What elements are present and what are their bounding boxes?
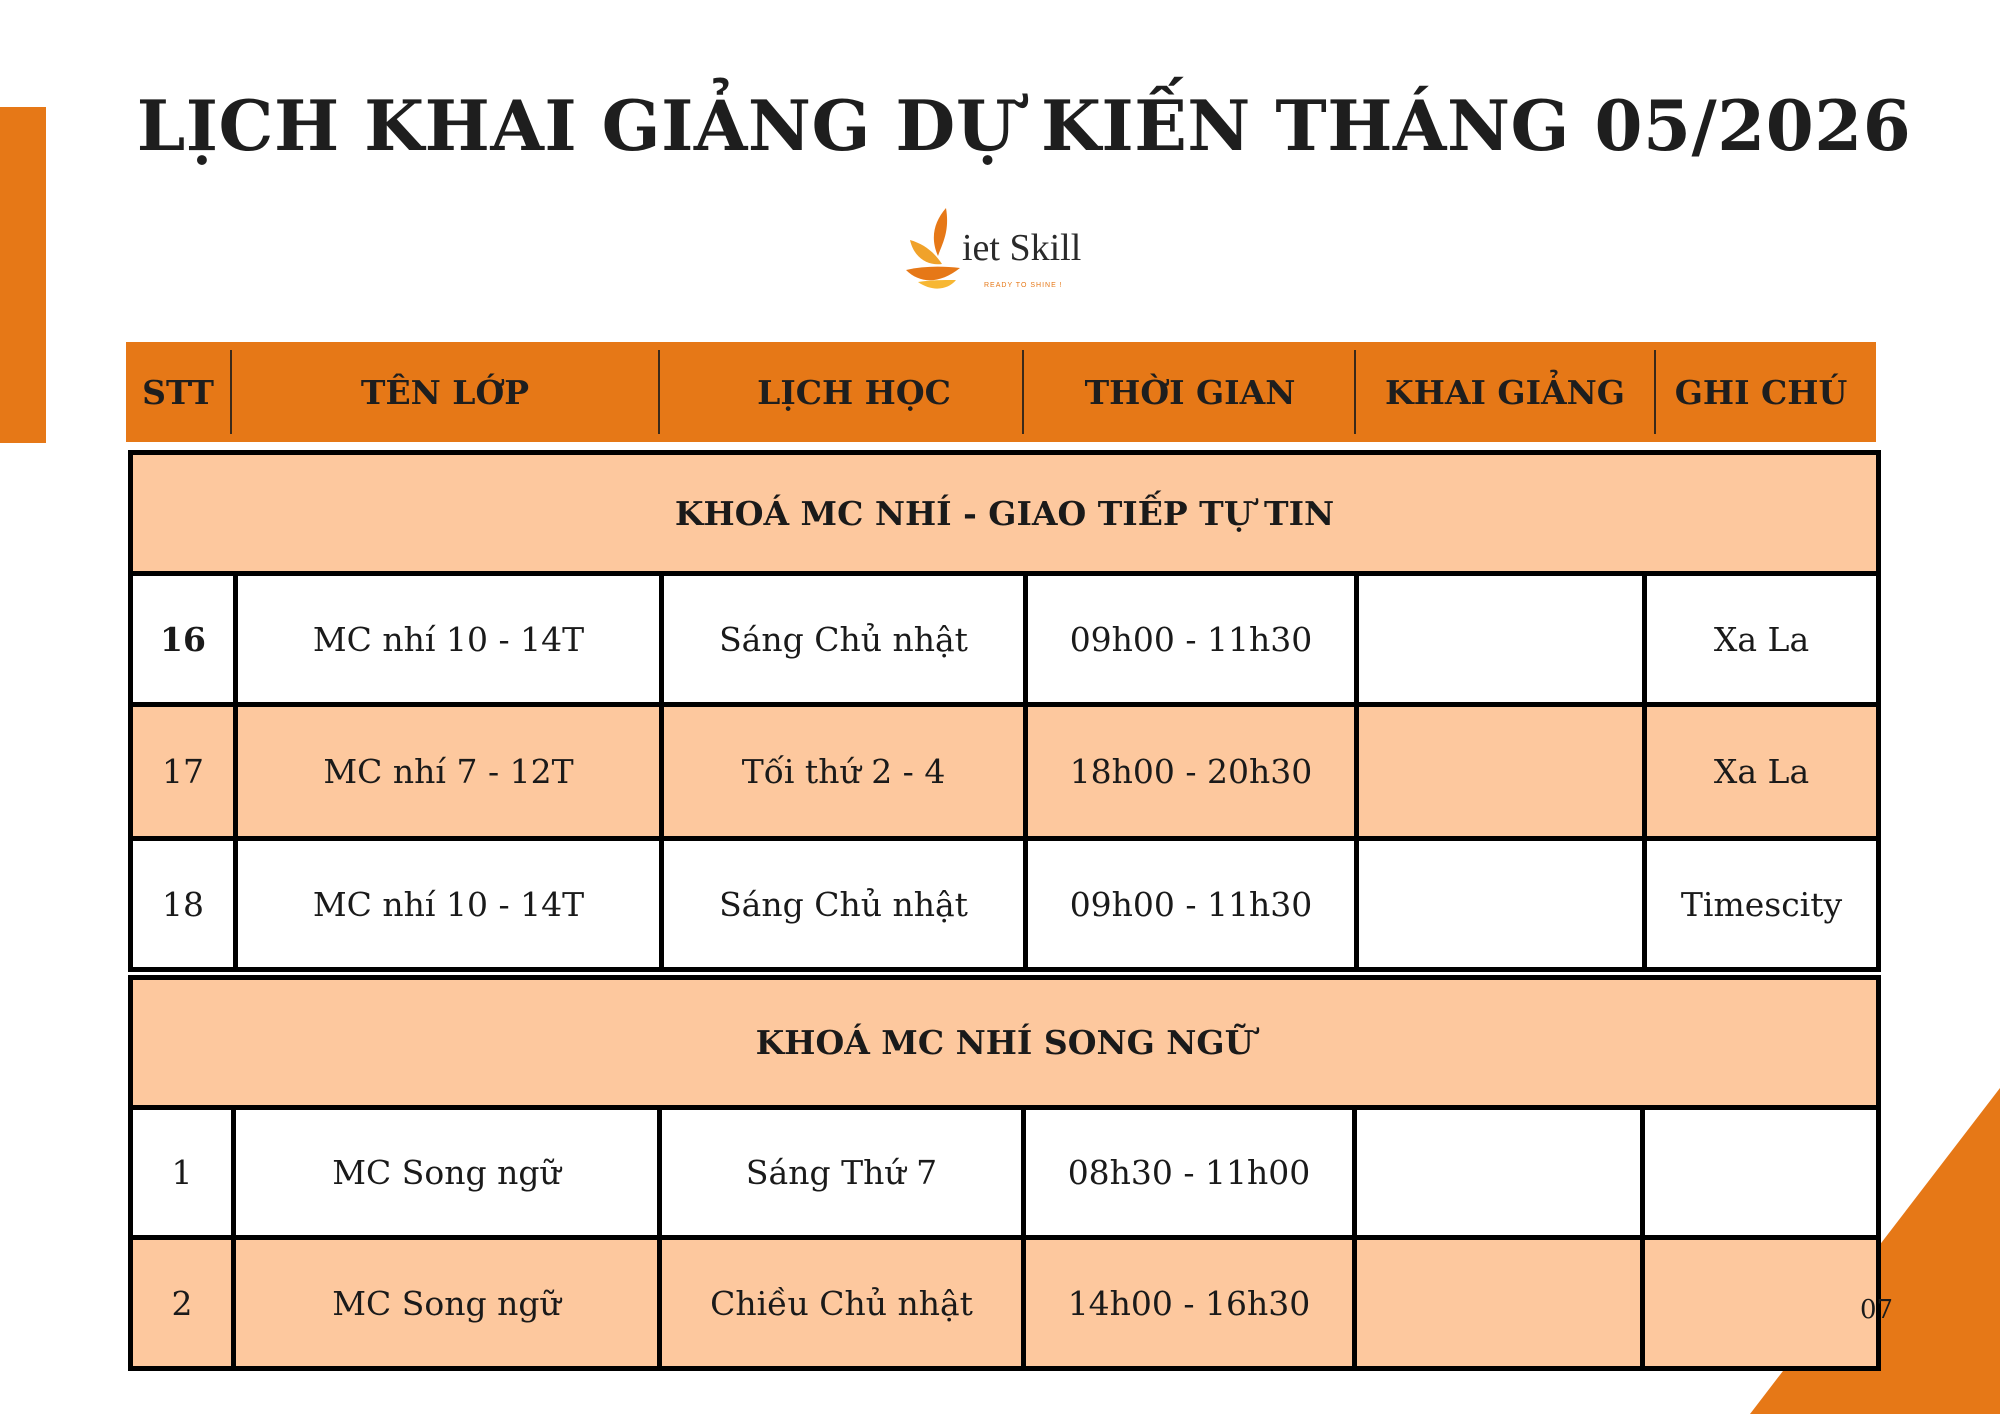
cell-start-date — [1355, 1108, 1643, 1238]
header-stt: STT — [142, 372, 214, 412]
header-time: THỜI GIAN — [1084, 372, 1296, 412]
cell-start-date — [1357, 574, 1645, 705]
schedule-table-section-1 — [128, 450, 1881, 972]
cell-schedule: Sáng Chủ nhật — [662, 839, 1026, 970]
logo-wordmark: iet Skill — [962, 227, 1082, 269]
cell-class-name: MC Song ngữ — [234, 1108, 660, 1238]
header-class-name: TÊN LỚP — [360, 372, 530, 412]
viet-skill-logo — [904, 204, 1100, 296]
cell-start-date — [1355, 1238, 1643, 1369]
section-title: KHOÁ MC NHÍ - GIAO TIẾP TỰ TIN — [131, 453, 1879, 574]
cell-schedule: Chiều Chủ nhật — [660, 1238, 1024, 1369]
cell-time: 09h00 - 11h30 — [1026, 574, 1357, 705]
header-note: GHI CHÚ — [1674, 372, 1848, 412]
cell-note — [1643, 1238, 1879, 1369]
cell-class-name: MC nhí 10 - 14T — [236, 574, 662, 705]
schedule-table-section-2 — [128, 975, 1881, 1371]
cell-note: Xa La — [1645, 705, 1879, 839]
cell-stt: 17 — [131, 705, 236, 839]
table-row — [131, 1108, 1879, 1238]
cell-schedule: Sáng Thứ 7 — [660, 1108, 1024, 1238]
table-row — [131, 839, 1879, 970]
cell-stt: 16 — [131, 574, 236, 705]
page-number: 07 — [1860, 1295, 1894, 1325]
cell-stt: 1 — [131, 1108, 234, 1238]
cell-class-name: MC nhí 7 - 12T — [236, 705, 662, 839]
cell-time: 14h00 - 16h30 — [1024, 1238, 1355, 1369]
header-schedule: LỊCH HỌC — [757, 372, 951, 412]
cell-note — [1643, 1108, 1879, 1238]
cell-start-date — [1357, 705, 1645, 839]
cell-time: 08h30 - 11h00 — [1024, 1108, 1355, 1238]
page-title: LỊCH KHAI GIẢNG DỰ KIẾN THÁNG 05/2026 — [136, 86, 1912, 167]
cell-schedule: Tối thứ 2 - 4 — [662, 705, 1026, 839]
table-row — [131, 574, 1879, 705]
cell-class-name: MC nhí 10 - 14T — [236, 839, 662, 970]
cell-stt: 2 — [131, 1238, 234, 1369]
table-header — [126, 342, 1876, 442]
logo-tagline: READY TO SHINE ! — [984, 282, 1063, 289]
cell-note: Xa La — [1645, 574, 1879, 705]
cell-note: Timescity — [1645, 839, 1879, 970]
section-title: KHOÁ MC NHÍ SONG NGỮ — [131, 978, 1879, 1108]
table-row — [131, 1238, 1879, 1369]
cell-start-date — [1357, 839, 1645, 970]
cell-class-name: MC Song ngữ — [234, 1238, 660, 1369]
cell-time: 18h00 - 20h30 — [1026, 705, 1357, 839]
table-row — [131, 705, 1879, 839]
cell-stt: 18 — [131, 839, 236, 970]
header-start-date: KHAI GIẢNG — [1385, 372, 1625, 412]
cell-time: 09h00 - 11h30 — [1026, 839, 1357, 970]
cell-schedule: Sáng Chủ nhật — [662, 574, 1026, 705]
